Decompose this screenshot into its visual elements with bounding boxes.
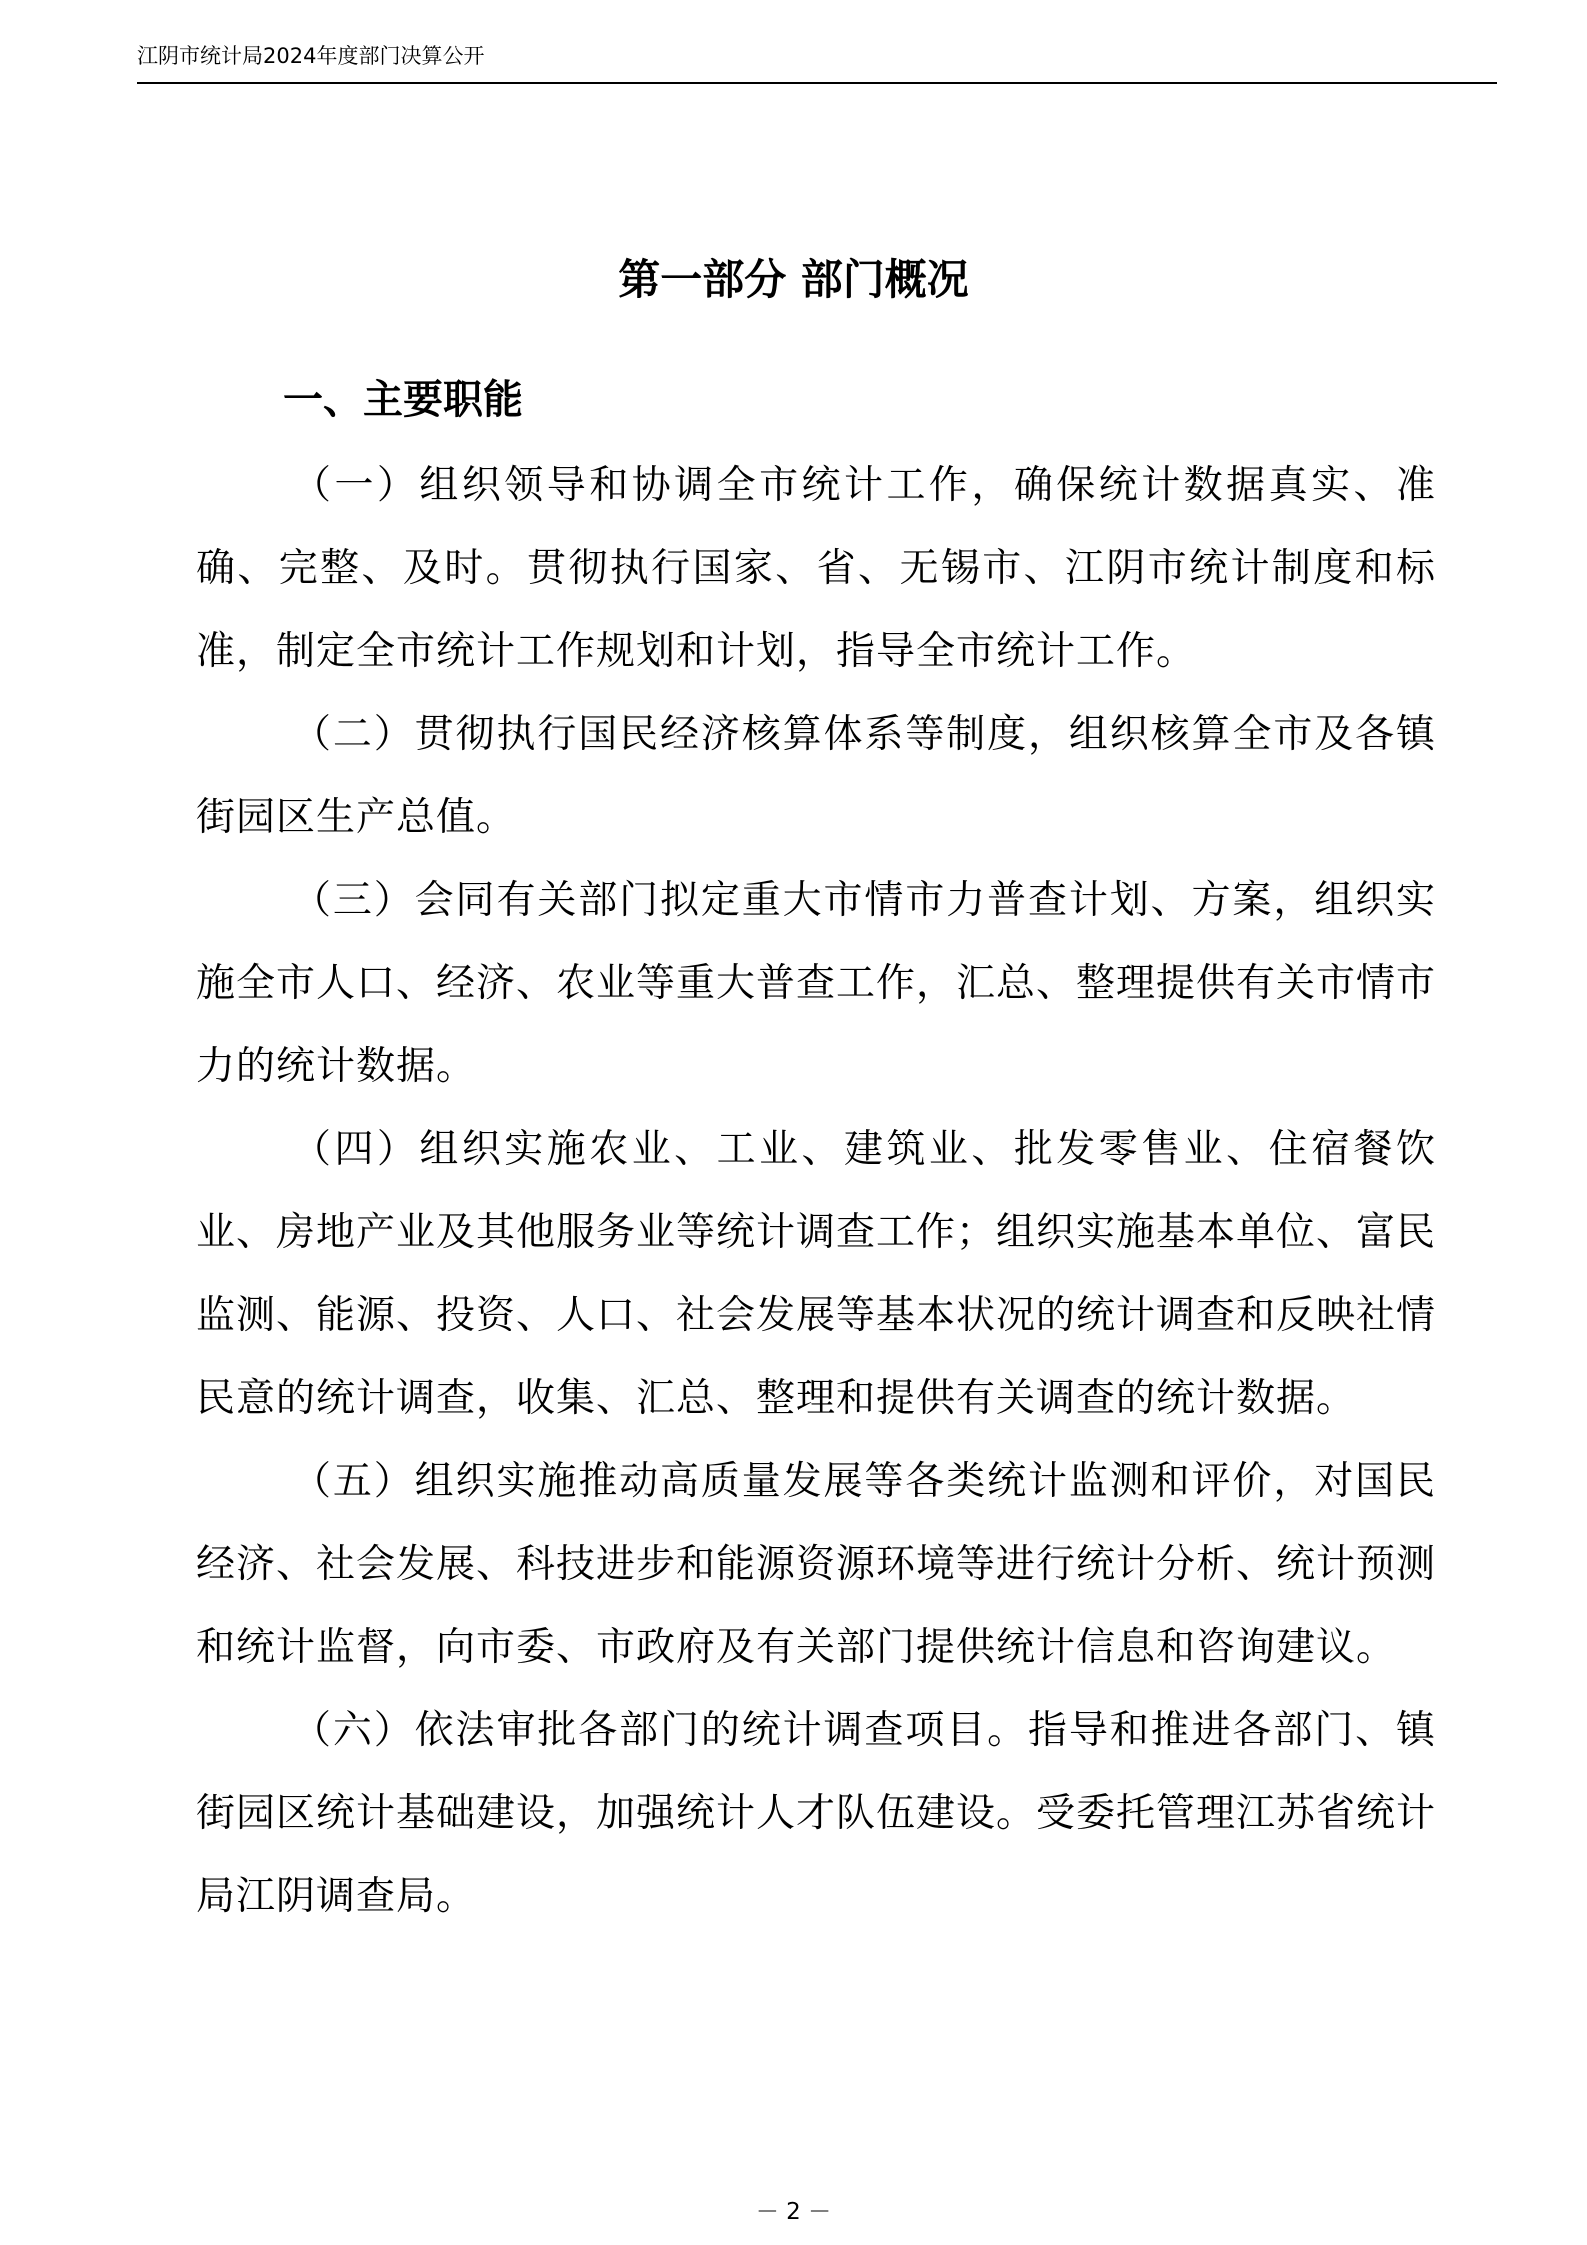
page-number: － 2 － <box>755 2199 832 2225</box>
paragraph-2: （二）贯彻执行国民经济核算体系等制度，组织核算全市及各镇街园区生产总值。 <box>196 712 1436 840</box>
paragraph-5: （五）组织实施推动高质量发展等各类统计监测和评价，对国民经济、社会发展、科技进步和能源资源环境等进行统计分析、统计预测和统计监督，向市委、市政府及有关部门提供统计信息和咨询建议。 <box>196 1459 1437 1670</box>
running-header: 江阴市统计局2024年度部门决算公开 <box>137 44 485 68</box>
body-text <box>196 444 1436 1938</box>
part-title: 第一部分 部门概况 <box>618 255 969 304</box>
paragraph-1: （一）组织领导和协调全市统计工作，确保统计数据真实、准确、完整、及时。贯彻执行国家、省、无锡市、江阴市统计制度和标准，制定全市统计工作规划和计划，指导全市统计工作。 <box>196 463 1436 674</box>
paragraph-3: （三）会同有关部门拟定重大市情市力普查计划、方案，组织实施全市人口、经济、农业等重大普查工作，汇总、整理提供有关市情市力的统计数据。 <box>196 878 1437 1089</box>
header-divider <box>137 82 1497 84</box>
section-heading: 一、主要职能 <box>283 377 523 423</box>
paragraph-4: （四）组织实施农业、工业、建筑业、批发零售业、住宿餐饮业、房地产业及其他服务业等统计调查工作；组织实施基本单位、富民监测、能源、投资、人口、社会发展等基本状况的统计调查和反映社情民意的统计调查，收集、汇总、整理和提供有关调查的统计数据。 <box>196 1127 1437 1421</box>
paragraph-6: （六）依法审批各部门的统计调查项目。指导和推进各部门、镇街园区统计基础建设，加强统计人才队伍建设。受委托管理江苏省统计局江阴调查局。 <box>196 1708 1437 1919</box>
